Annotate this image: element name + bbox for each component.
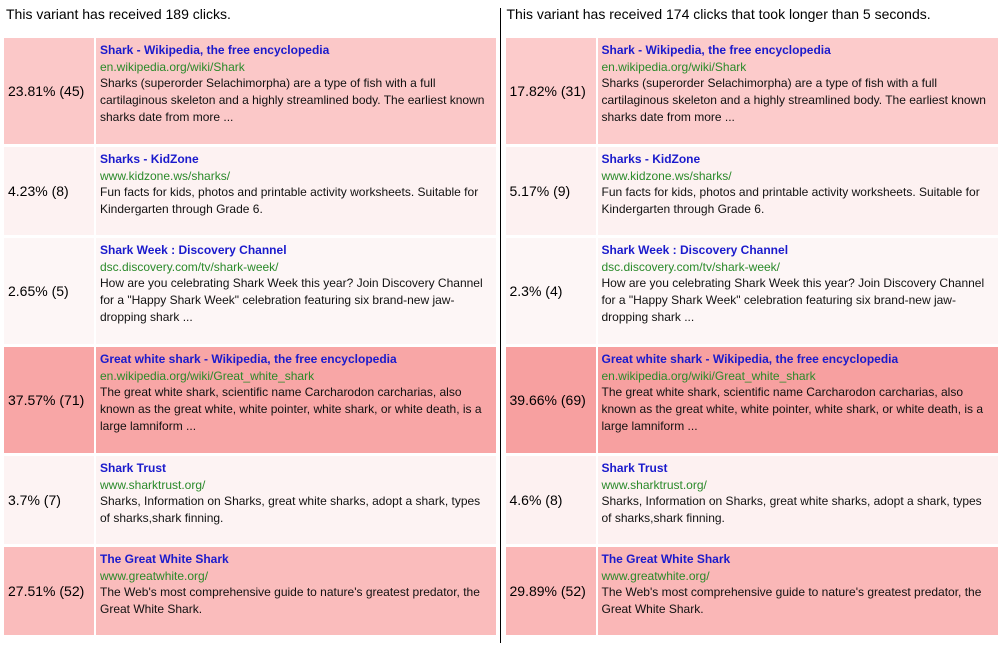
search-result: [598, 347, 998, 453]
click-percentage: 37.57% (71): [4, 347, 94, 453]
result-title-link[interactable]: Sharks - KidZone: [601, 152, 701, 166]
search-result: [96, 238, 496, 344]
result-snippet: How are you celebrating Shark Week this year? Join Discovery Channel for a "Happy Shark Week" celebration featuring six brand-new jaw-dropping shark ...: [100, 276, 483, 324]
result-snippet: Fun facts for kids, photos and printable activity worksheets. Suitable for Kindergarten through Grade 6.: [601, 185, 980, 216]
search-result: [96, 147, 496, 235]
click-percentage: 29.89% (52): [506, 547, 596, 635]
search-result: [598, 38, 998, 144]
result-title-link[interactable]: Shark - Wikipedia, the free encyclopedia: [100, 43, 330, 57]
result-title-link[interactable]: Sharks - KidZone: [100, 152, 199, 166]
click-percentage: 3.7% (7): [4, 456, 94, 544]
result-row: [506, 238, 998, 344]
click-percentage: 2.3% (4): [506, 238, 596, 344]
search-result: [96, 547, 496, 635]
result-url: www.kidzone.ws/sharks/: [100, 169, 231, 183]
result-row: [4, 147, 496, 235]
search-result: [598, 547, 998, 635]
result-row: [4, 347, 496, 453]
search-result: [96, 347, 496, 453]
result-title-link[interactable]: The Great White Shark: [601, 552, 731, 566]
result-snippet: Sharks, Information on Sharks, great white sharks, adopt a shark, types of sharks,shark finning.: [601, 494, 982, 525]
result-list: [501, 38, 1000, 635]
result-title-link[interactable]: Shark Trust: [100, 461, 167, 475]
result-title-link[interactable]: Great white shark - Wikipedia, the free encyclopedia: [601, 352, 899, 366]
result-url: dsc.discovery.com/tv/shark-week/: [601, 260, 780, 274]
result-row: [506, 547, 998, 635]
click-percentage: 4.6% (8): [506, 456, 596, 544]
search-result: [598, 456, 998, 544]
result-row: [506, 456, 998, 544]
result-snippet: Sharks (superorder Selachimorpha) are a type of fish with a full cartilaginous skeleton and a highly streamlined body. The earliest known sharks date from more ...: [601, 76, 986, 124]
result-title-link[interactable]: The Great White Shark: [100, 552, 229, 566]
search-result: [96, 456, 496, 544]
result-snippet: Fun facts for kids, photos and printable activity worksheets. Suitable for Kindergarten through Grade 6.: [100, 185, 479, 216]
result-row: [506, 38, 998, 144]
result-snippet: Sharks, Information on Sharks, great white sharks, adopt a shark, types of sharks,shark finning.: [100, 494, 481, 525]
result-url: en.wikipedia.org/wiki/Shark: [601, 60, 747, 74]
click-percentage: 4.23% (8): [4, 147, 94, 235]
result-title-link[interactable]: Shark Trust: [601, 461, 668, 475]
result-url: en.wikipedia.org/wiki/Shark: [100, 60, 245, 74]
result-url: www.sharktrust.org/: [601, 478, 707, 492]
result-title-link[interactable]: Shark - Wikipedia, the free encyclopedia: [601, 43, 831, 57]
result-snippet: The great white shark, scientific name Carcharodon carcharias, also known as the great white, white pointer, white shark, or white death, is a large lamniform ...: [100, 385, 482, 433]
result-title-link[interactable]: Shark Week : Discovery Channel: [100, 243, 287, 257]
result-snippet: The Web's most comprehensive guide to nature's greatest predator, the Great White Shark.: [601, 585, 982, 616]
result-url: en.wikipedia.org/wiki/Great_white_shark: [100, 369, 315, 383]
result-url: www.greatwhite.org/: [100, 569, 209, 583]
variant-panel-right: [501, 0, 1000, 650]
click-percentage: 39.66% (69): [506, 347, 596, 453]
result-row: [506, 347, 998, 453]
result-title-link[interactable]: Great white shark - Wikipedia, the free encyclopedia: [100, 352, 397, 366]
result-row: [4, 456, 496, 544]
variant-summary: This variant has received 174 clicks that took longer than 5 seconds.: [506, 6, 931, 22]
result-url: en.wikipedia.org/wiki/Great_white_shark: [601, 369, 816, 383]
variant-summary: This variant has received 189 clicks.: [6, 6, 231, 22]
click-percentage: 23.81% (45): [4, 38, 94, 144]
search-result: [598, 147, 998, 235]
result-snippet: Sharks (superorder Selachimorpha) are a type of fish with a full cartilaginous skeleton and a highly streamlined body. The earliest known sharks date from more ...: [100, 76, 485, 124]
search-result: [96, 38, 496, 144]
result-row: [4, 38, 496, 144]
click-percentage: 2.65% (5): [4, 238, 94, 344]
result-row: [4, 547, 496, 635]
result-url: www.kidzone.ws/sharks/: [601, 169, 732, 183]
result-title-link[interactable]: Shark Week : Discovery Channel: [601, 243, 789, 257]
result-snippet: The Web's most comprehensive guide to nature's greatest predator, the Great White Shark.: [100, 585, 480, 616]
result-row: [4, 238, 496, 344]
result-url: www.greatwhite.org/: [601, 569, 710, 583]
click-percentage: 27.51% (52): [4, 547, 94, 635]
click-percentage: 17.82% (31): [506, 38, 596, 144]
result-snippet: How are you celebrating Shark Week this year? Join Discovery Channel for a "Happy Shark Week" celebration featuring six brand-new jaw-dropping shark ...: [601, 276, 985, 324]
click-percentage: 5.17% (9): [506, 147, 596, 235]
result-snippet: The great white shark, scientific name Carcharodon carcharias, also known as the great white, white pointer, white shark, or white death, is a large lamniform ...: [601, 385, 984, 433]
result-url: dsc.discovery.com/tv/shark-week/: [100, 260, 279, 274]
search-result: [598, 238, 998, 344]
result-row: [506, 147, 998, 235]
result-url: www.sharktrust.org/: [100, 478, 206, 492]
result-list: [0, 38, 500, 635]
